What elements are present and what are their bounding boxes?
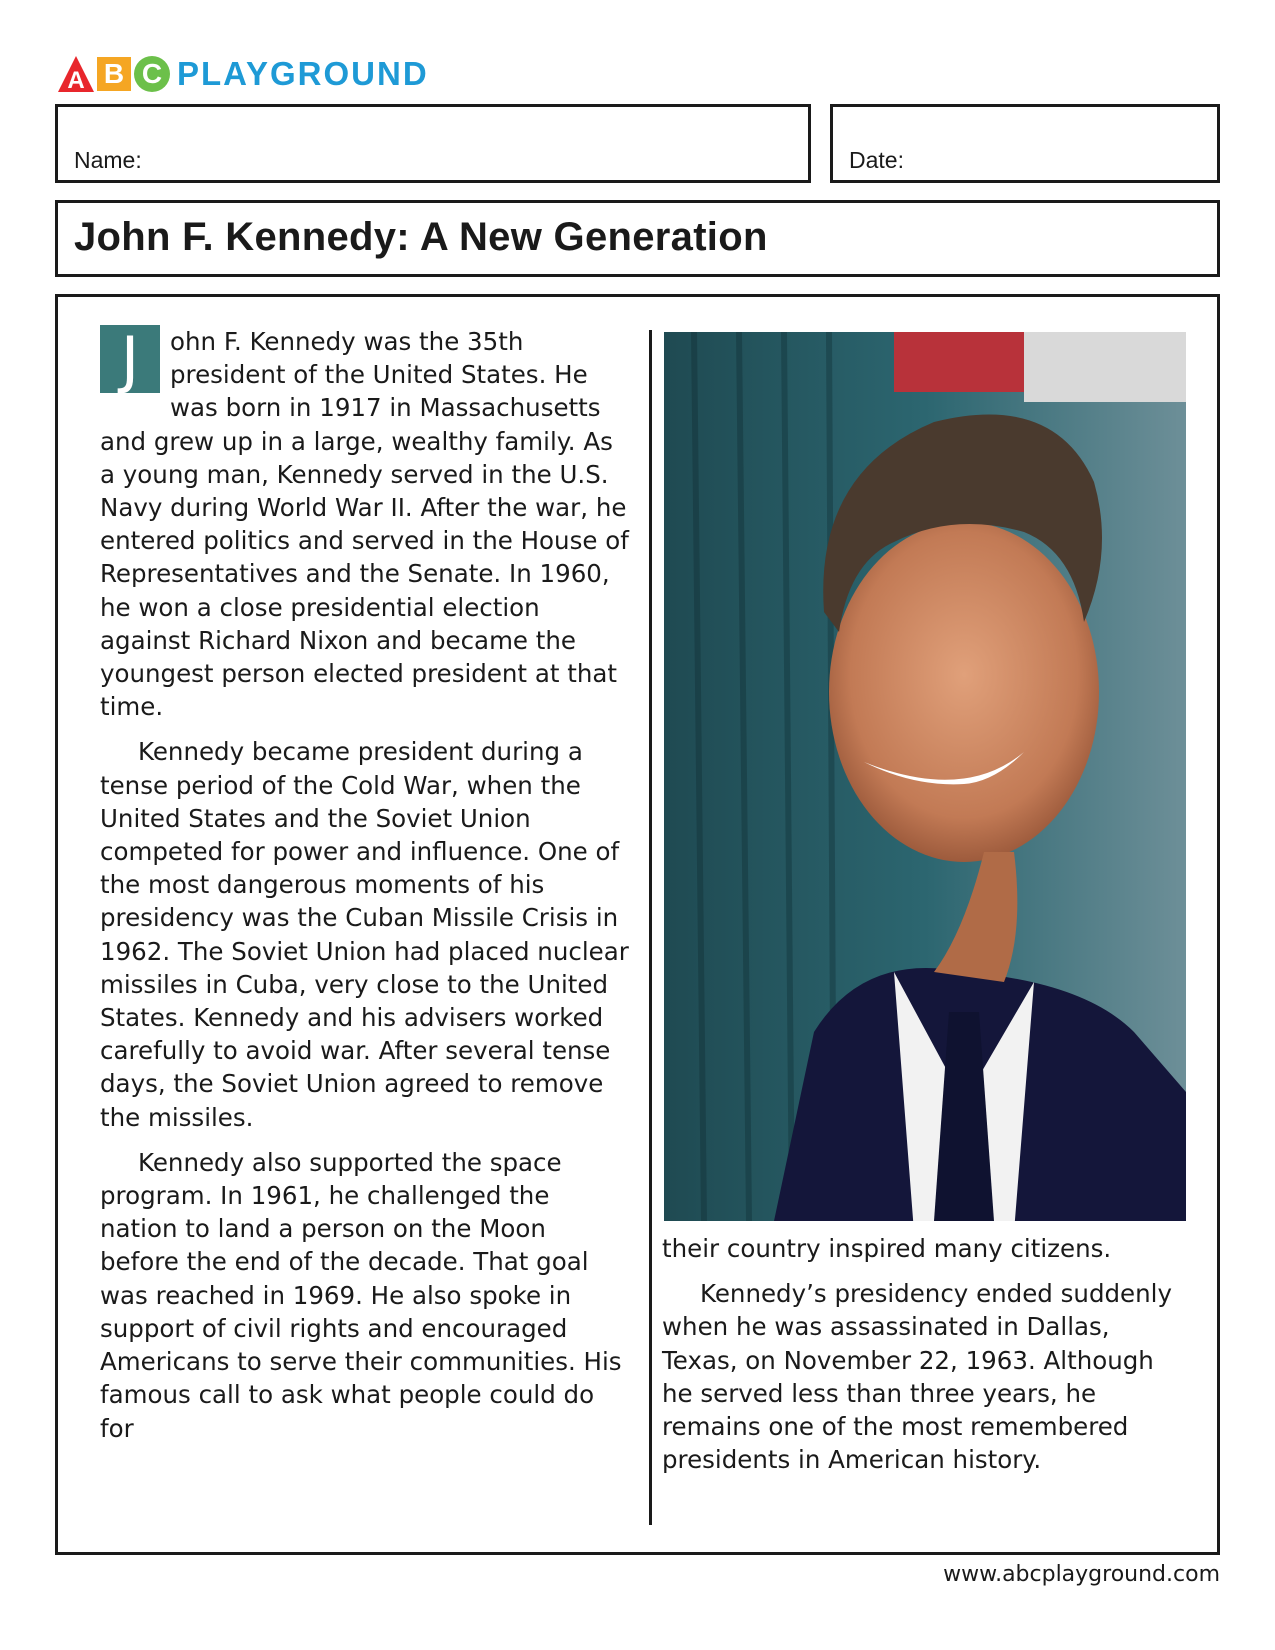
paragraph-2: Kennedy became president during a tense period of the Cold War, when the United States and the Soviet Union competed for power and influence. One of the most dangerous moments of his presidency was the Cuban Missile Crisis in 1962. The Soviet Union had placed nuclear missiles in Cuba, very close to the United States. Kennedy and his advisers worked carefully to avoid war. After several tense days, the Soviet Union agreed to remove the missiles. [100,737,629,1132]
date-field[interactable] [830,104,1220,183]
logo-c-circle: C [134,56,170,92]
paragraph-4: Kennedy’s presidency ended suddenly when he was assassinated in Dallas, Texas, on November 22, 1963. Although he served less than three years, he remains one of the most remembered presidents in American history. [662,1279,1172,1475]
paragraph-3-start: Kennedy also supported the space program. In 1961, he challenged the nation to land a person on the Moon before the end of the decade. That goal was reached in 1969. He also spoke in support of civil rights and encouraged Americans to serve their communities. His famous call to ask what people could do for [100,1147,622,1443]
name-label: Name: [74,147,142,173]
footer-url[interactable]: www.abcplayground.com [943,1562,1220,1587]
paragraph-1-text: ohn F. Kennedy was the 35th president of the United States. He was born in 1917 in Massachusetts and grew up in a large, wealthy family. As a young man, Kennedy served in the U.S. Navy during World War II. After the war, he entered politics and served in the House of Representatives and the Senate. In 1960, he won a close presidential election against Richard Nixon and became the youngest person elected president at that time. [100,327,629,722]
article-left-column [100,325,632,1457]
article-right-column [662,1232,1192,1488]
title-box [55,200,1220,277]
paragraph-3-end: their country inspired many citizens. [662,1234,1112,1263]
column-divider [649,330,652,1525]
logo-text: PLAYGROUND [177,55,429,92]
name-field[interactable] [55,104,811,183]
date-label: Date: [849,147,904,173]
logo [57,53,429,95]
page-title: John F. Kennedy: A New Generation [74,215,768,259]
kennedy-portrait-photo [664,332,1186,1221]
logo-a-triangle [57,55,95,93]
logo-a-letter: A [67,67,85,93]
paragraph-1 [100,325,632,723]
logo-b-square: B [97,57,131,91]
drop-cap: J [100,325,160,393]
